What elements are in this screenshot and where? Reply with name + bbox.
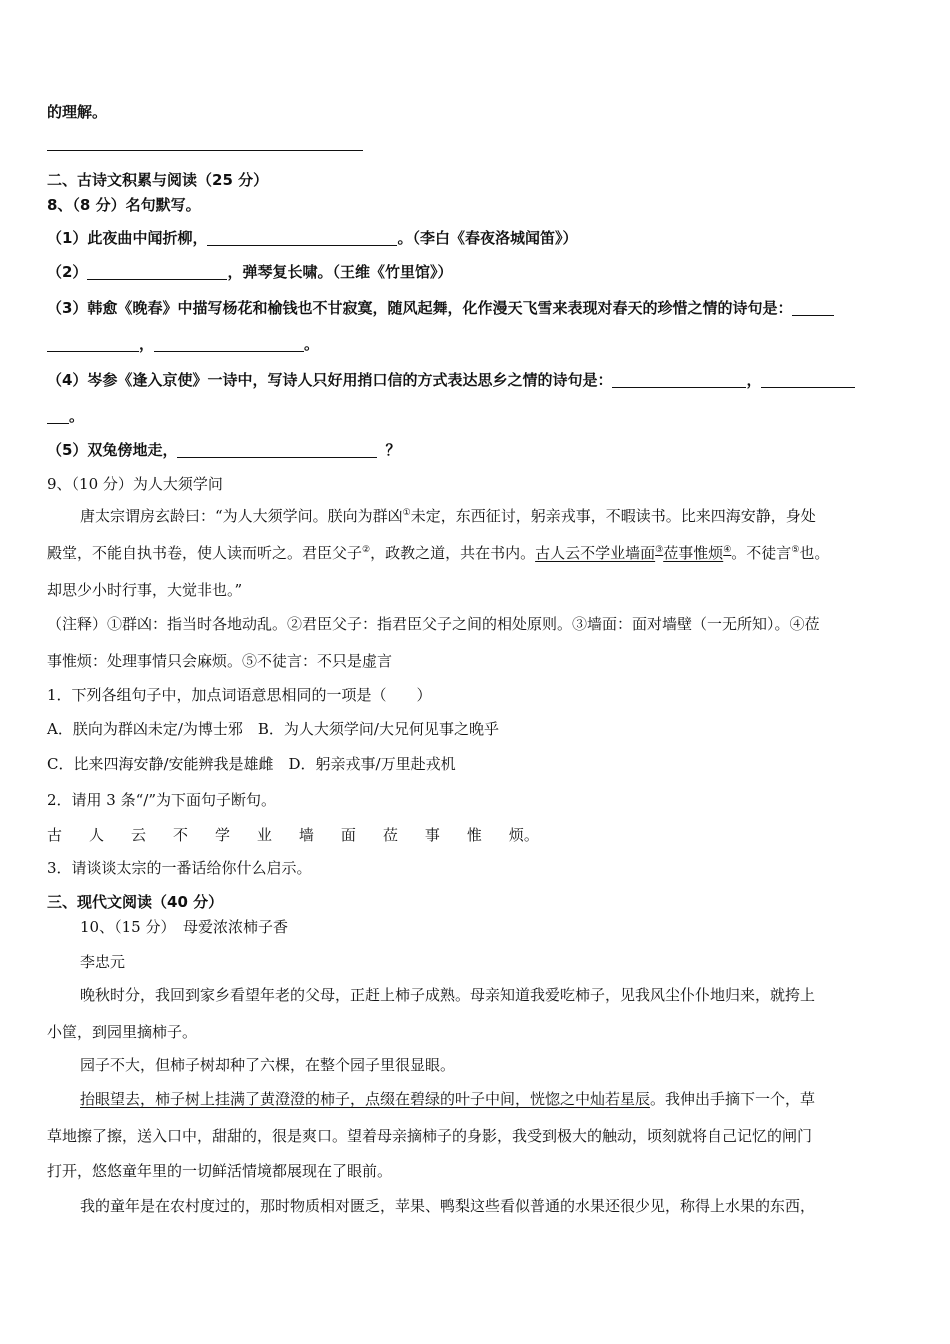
underlined-sentence: 古人云不学业墙面 — [535, 544, 656, 562]
q9-sub-3: 3．请谈谈太宗的一番话给你什么启示。 — [47, 859, 312, 877]
q10-para1-line2: 小筐，到园里摘柿子。 — [47, 1023, 198, 1041]
underlined-sentence: 抬眼望去，柿子树上挂满了黄澄澄的柿子，点缀在碧绿的叶子中间，恍惚之中灿若星辰 — [80, 1090, 651, 1108]
q10-para3-line1: 抬眼望去，柿子树上挂满了黄澄澄的柿子，点缀在碧绿的叶子中间，恍惚之中灿若星辰。我伸出手摘下一个，草 — [80, 1090, 816, 1108]
q8-item-5: （5）双兔傍地走， ？ — [47, 441, 401, 459]
q8-item-4-cont: 。 — [47, 406, 84, 426]
q8-item-4: （4）岑参《逢入京使》一诗中，写诗人只好用捎口信的方式表达思乡之情的诗句是： ， — [47, 370, 855, 390]
q9-options-ab: A．朕向为群凶未定/为博士邪 B．为人大须学问/大兄何见事之晚乎 — [47, 720, 499, 738]
q9-options-cd: C．比来四海安静/安能辨我是雄雌 D．躬亲戎事/万里赴戎机 — [47, 755, 456, 773]
q8-item-3-cont: ， 。 — [47, 334, 319, 354]
section2-heading: 二、古诗文积累与阅读（25 分） — [47, 171, 269, 189]
char: 莅 — [382, 826, 398, 844]
blank-3b[interactable] — [47, 337, 139, 352]
char: 古 — [47, 826, 63, 844]
q9-notes-line-2: 事惟烦：处理事情只会麻烦。⑤不徒言：不只是虚言 — [47, 652, 393, 670]
blank-4b[interactable] — [761, 373, 855, 388]
blank-1[interactable] — [207, 231, 397, 246]
intro-tail: 的理解。 — [47, 103, 108, 121]
q10-para4-line1: 我的童年是在农村度过的，那时物质相对匮乏，苹果、鸭梨这些看似普通的水果还很少见，称得上水果的东西， — [80, 1197, 816, 1215]
char: 墙 — [298, 826, 314, 844]
blank-4c[interactable] — [47, 409, 69, 424]
note-ref-1: ① — [402, 508, 411, 518]
q8-item-2: （2） ，弹琴复长啸。（王维《竹里馆》） — [47, 263, 453, 281]
note-ref-2: ② — [362, 545, 371, 555]
blank-2[interactable] — [87, 265, 227, 280]
q9-passage-line-3: 却思少小时行事，大觉非也。” — [47, 581, 243, 599]
char: 人 — [88, 826, 104, 844]
char: 事 — [424, 826, 440, 844]
q9-sub-1: 1．下列各组句子中，加点词语意思相同的一项是（ ） — [47, 686, 432, 704]
q9-passage-line-1: 唐太宗谓房玄龄曰：“为人大须学问。朕向为群凶①未定，东西征讨，躬亲戎事，不暇读书。比来四海安静，身处 — [80, 507, 816, 525]
section3-heading: 三、现代文阅读（40 分） — [47, 893, 224, 911]
q9-passage-line-2: 殿堂，不能自执书卷，使人读而听之。君臣父子②，政教之道，共在书内。古人云不学业墙面③莅事惟烦④。不徒言⑤也。 — [47, 544, 830, 562]
char: 烦。 — [508, 826, 539, 844]
char: 面 — [340, 826, 356, 844]
note-ref-4: ④ — [723, 545, 732, 555]
note-ref-5: ⑤ — [791, 545, 800, 555]
char: 业 — [256, 826, 272, 844]
note-ref-3: ③ — [655, 545, 664, 555]
q9-notes-line-1: （注释）①群凶：指当时各地动乱。②君臣父子：指君臣父子之间的相处原则。③墙面：面对墙壁（一无所知）。④莅 — [47, 615, 820, 633]
answer-line — [47, 150, 363, 151]
q10-para3-line3: 打开，悠悠童年里的一切鲜活情境都展现在了眼前。 — [47, 1162, 393, 1180]
q10-para2: 园子不大，但柿子树却种了六棵，在整个园子里很显眼。 — [80, 1056, 456, 1074]
char: 不 — [172, 826, 188, 844]
char: 惟 — [466, 826, 482, 844]
q8-item-1: （1）此夜曲中闻折柳， 。（李白《春夜洛城闻笛》） — [47, 229, 578, 247]
q10-para1-line1: 晚秋时分，我回到家乡看望年老的父母，正赶上柿子成熟。母亲知道我爱吃柿子，见我风尘仆仆地归来，就挎上 — [80, 986, 816, 1004]
q8-item-3: （3）韩愈《晚春》中描写杨花和榆钱也不甘寂寞，随风起舞，化作漫天飞雪来表现对春天的珍惜之情的诗句是： — [47, 298, 834, 318]
blank-4a[interactable] — [612, 373, 746, 388]
blank-3a[interactable] — [792, 301, 834, 316]
q8-title: 8、（8 分）名句默写。 — [47, 196, 201, 214]
blank-5[interactable] — [177, 443, 377, 458]
q9-sub-2: 2．请用 3 条“/”为下面句子断句。 — [47, 791, 277, 809]
q10-title: 10、（15 分） 母爱浓浓柿子香 — [80, 918, 288, 936]
char: 云 — [130, 826, 146, 844]
q9-title: 9、（10 分）为人大须学问 — [47, 475, 223, 493]
char: 学 — [214, 826, 230, 844]
q10-para3-line2: 草地擦了擦，送入口中，甜甜的，很是爽口。望着母亲摘柿子的身影，我受到极大的触动，顷刻就将自己记忆的闸门 — [47, 1127, 813, 1145]
q10-author: 李忠元 — [80, 953, 126, 971]
blank-3c[interactable] — [154, 337, 304, 352]
q9-punctuate-sentence — [47, 825, 539, 845]
